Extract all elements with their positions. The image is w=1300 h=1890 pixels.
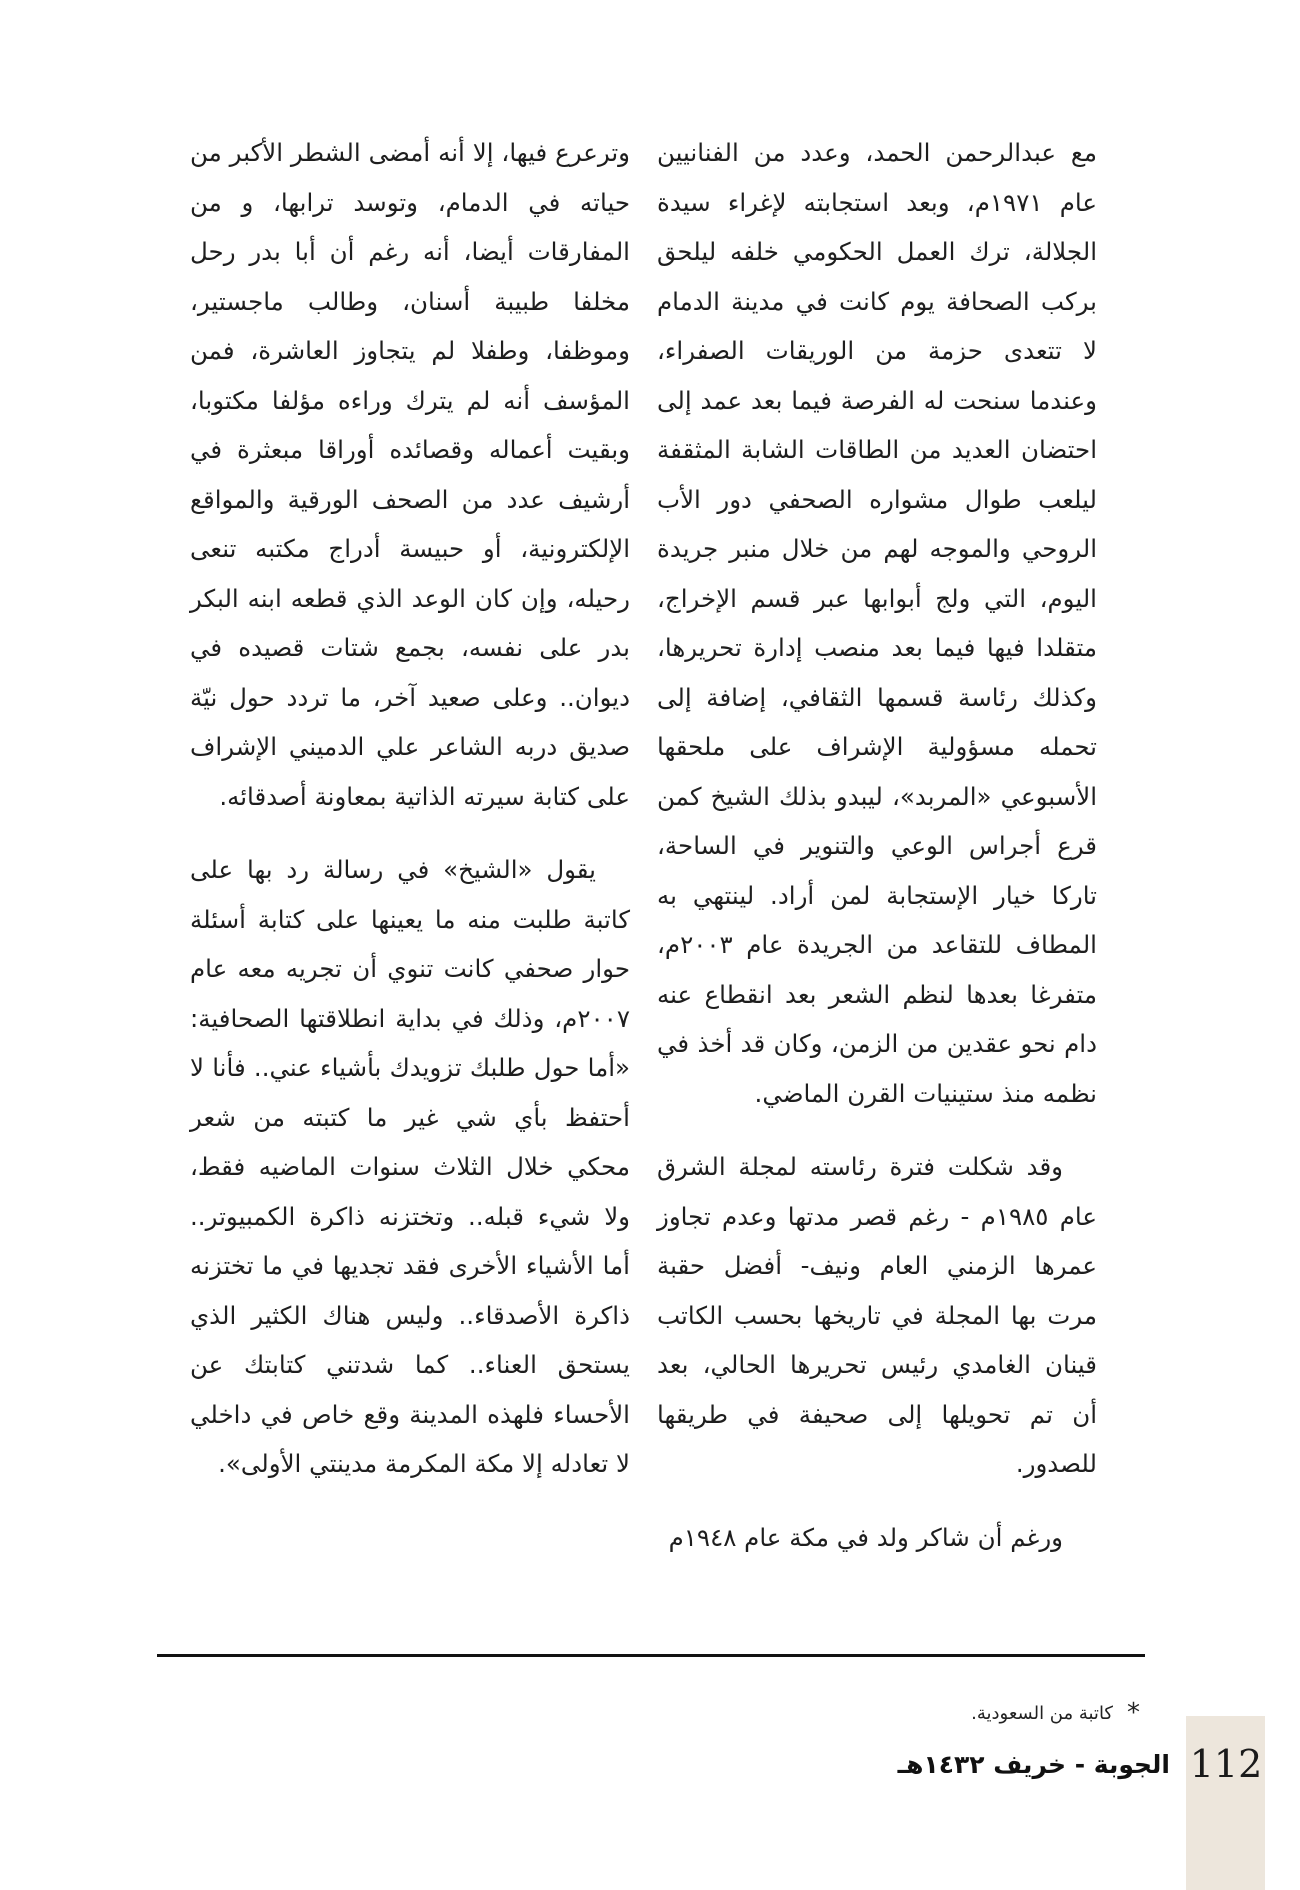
footnote-text: كاتبة من السعودية. xyxy=(971,1702,1113,1724)
paragraph-right-2: وقد شكلت فترة رئاسته لمجلة الشرق عام ١٩٨٥م - رغم قصر مدتها وعدم تجاوز عمرها الزمني العام ونيف- أفضل حقبة مرت بها المجلة في تاريخها بحسب الكاتب قينان الغامدي رئيس تحريرها الحالي، بعد أن تم تحويلها إلى صحيفة في طريقها للصدور. xyxy=(657,1152,1097,1478)
article-column-right xyxy=(657,128,1097,1562)
footnote xyxy=(971,1700,1140,1726)
footnote-marker: * xyxy=(1127,1698,1140,1728)
paragraph-right-3: ورغم أن شاكر ولد في مكة عام ١٩٤٨م xyxy=(668,1522,1063,1552)
article-column-left xyxy=(190,128,630,1489)
paragraph-right-1: مع عبدالرحمن الحمد، وعدد من الفنانيين عام ١٩٧١م، وبعد استجابته لإغراء سيدة الجلالة، ترك العمل الحكومي خلفه ليلحق بركب الصحافة يوم كانت في مدينة الدمام لا تتعدى حزمة من الوريقات الصفراء، وعندما سنحت له الفرصة فيما بعد عمد إلى احتضان العديد من الطاقات الشابة المثقفة ليلعب طوال مشواره الصحفي دور الأب الروحي والموجه لهم من خلال منبر جريدة اليوم، التي ولج أبوابها عبر قسم الإخراج، متقلدا فيها فيما بعد منصب إدارة تحريرها، وكذلك رئاسة قسمها الثقافي، إضافة إلى تحمله مسؤولية الإشراف على ملحقها الأسبوعي «المربد»، ليبدو بذلك الشيخ كمن قرع أجراس الوعي والتنوير في الساحة، تاركا خيار الإستجابة لمن أراد. لينتهي به المطاف للتقاعد من الجريدة عام ٢٠٠٣م، متفرغا بعدها لنظم الشعر بعد انقطاع عنه دام نحو عقدين من الزمن، وكان قد أخذ في نظمه منذ ستينيات القرن الماضي. xyxy=(657,138,1097,1108)
paragraph-left-2: يقول «الشيخ» في رسالة رد بها على كاتبة طلبت منه ما يعينها على كتابة أسئلة حوار صحفي كانت تنوي أن تجريه معه عام ٢٠٠٧م، وذلك في بداية انطلاقتها الصحافية: «أما حول طلبك تزويدك بأشياء عني.. فأنا لا أحتفظ بأي شي غير ما كتبته من شعر محكي خلال الثلاث سنوات الماضيه فقط، ولا شيء قبله.. وتختزنه ذاكرة الكمبيوتر.. أما الأشياء الأخرى فقد تجديها في ما تختزنه ذاكرة الأصدقاء.. وليس هناك الكثير الذي يستحق العناء.. كما شدتني كتابتك عن الأحساء فلهذه المدينة وقع خاص في داخلي لا تعادله إلا مكة المكرمة مدينتي الأولى». xyxy=(190,855,630,1478)
journal-issue-label: الجوبة - خريف ١٤٣٢هـ xyxy=(897,1750,1170,1779)
page-number: 112 xyxy=(1189,1742,1263,1786)
paragraph-left-1: وترعرع فيها، إلا أنه أمضى الشطر الأكبر من حياته في الدمام، وتوسد ترابها، و من المفارقات أيضا، أنه رغم أن أبا بدر رحل مخلفا طبيبة أسنان، وطالب ماجستير، وموظفا، وطفلا لم يتجاوز العاشرة، فمن المؤسف أنه لم يترك وراءه مؤلفا مكتوبا، وبقيت أعماله وقصائده أوراقا مبعثرة في أرشيف عدد من الصحف الورقية والمواقع الإلكترونية، أو حبيسة أدراج مكتبه تنعى رحيله، وإن كان الوعد الذي قطعه ابنه البكر بدر على نفسه، بجمع شتات قصيده في ديوان.. وعلى صعيد آخر، ما تردد حول نيّة صديق دربه الشاعر علي الدميني الإشراف على كتابة سيرته الذاتية بمعاونة أصدقائه. xyxy=(190,138,630,811)
footnote-divider xyxy=(157,1654,1145,1657)
